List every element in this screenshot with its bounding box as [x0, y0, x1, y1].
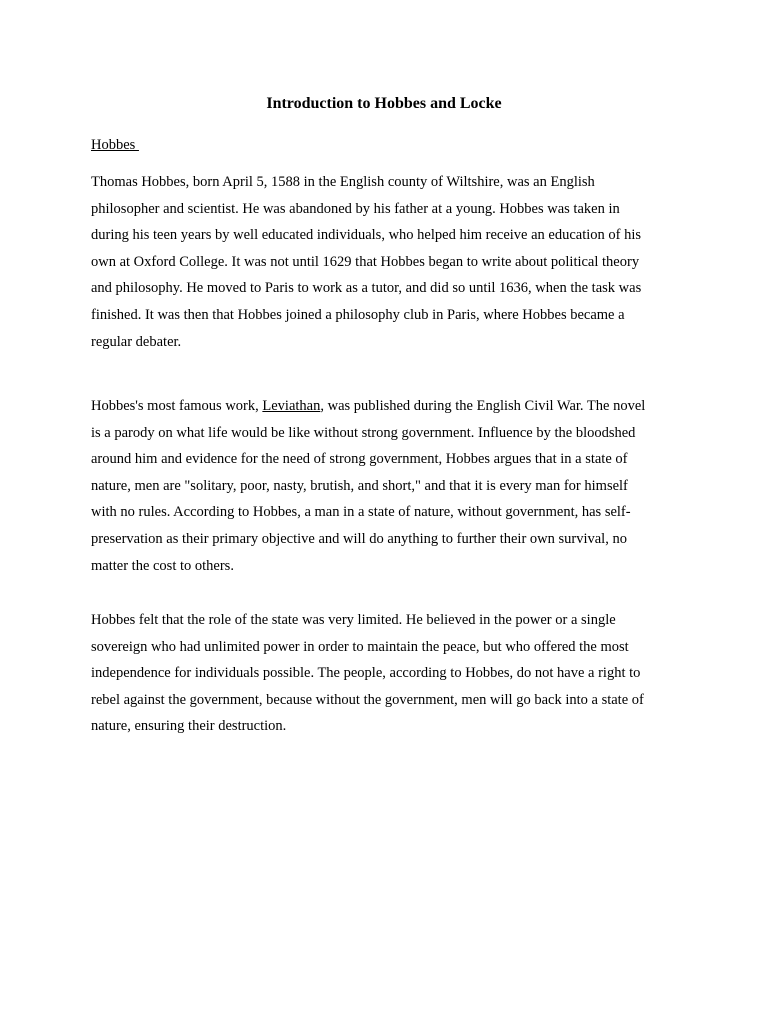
paragraph-line: nature, men are "solitary, poor, nasty, brutish, and short," and that it is every man for himself [91, 477, 628, 494]
paragraph-line: during his teen years by well educated individuals, who helped him receive an education of his [91, 227, 642, 244]
line-text: Hobbes's most famous work, [91, 398, 263, 414]
paragraph-line: around him and evidence for the need of strong government, Hobbes argues that in a state of [91, 451, 628, 468]
document-title: Introduction to Hobbes and Locke [266, 95, 502, 112]
section-heading-hobbes: Hobbes [91, 137, 139, 153]
paragraph-line [91, 393, 691, 420]
paragraph-line: with no rules. According to Hobbes, a man in a state of nature, without government, has self- [91, 504, 631, 521]
paragraph-line: Thomas Hobbes, born April 5, 1588 in the English county of Wiltshire, was an English [91, 174, 595, 190]
paragraph-line: and philosophy. He moved to Paris to work as a tutor, and did so until 1636, when the task was [91, 280, 642, 297]
paragraph-line: nature, ensuring their destruction. [91, 718, 287, 735]
paragraph-line: preservation as their primary objective and will do anything to further their own survival, no [91, 530, 627, 547]
line-text: , was published during the English Civil War. The novel [320, 398, 646, 414]
leviathan-title-underlined: Leviathan [262, 398, 321, 414]
paragraph-line: rebel against the government, because without the government, men will go back into a state of [91, 691, 644, 708]
paragraph-line: sovereign who had unlimited power in order to maintain the peace, but who offered the most [91, 638, 629, 655]
paragraph-line: independence for individuals possible. The people, according to Hobbes, do not have a right to [91, 665, 641, 682]
paragraph-line: regular debater. [91, 333, 182, 350]
paragraph-line: is a parody on what life would be like without strong government. Influence by the bloodshed [91, 424, 636, 441]
paragraph-leviathan [91, 393, 691, 579]
paragraph-line: own at Oxford College. It was not until 1629 that Hobbes began to write about political theory [91, 253, 640, 270]
paragraph-line: finished. It was then that Hobbes joined a philosophy club in Paris, where Hobbes became a [91, 306, 625, 323]
paragraph-line: matter the cost to others. [91, 557, 234, 574]
paragraph-role-of-state [91, 607, 691, 740]
paragraph-line: Hobbes felt that the role of the state was very limited. He believed in the power or a single [91, 612, 616, 628]
paragraph-line: philosopher and scientist. He was abandoned by his father at a young. Hobbes was taken in [91, 200, 620, 217]
paragraph-biography [91, 169, 691, 355]
